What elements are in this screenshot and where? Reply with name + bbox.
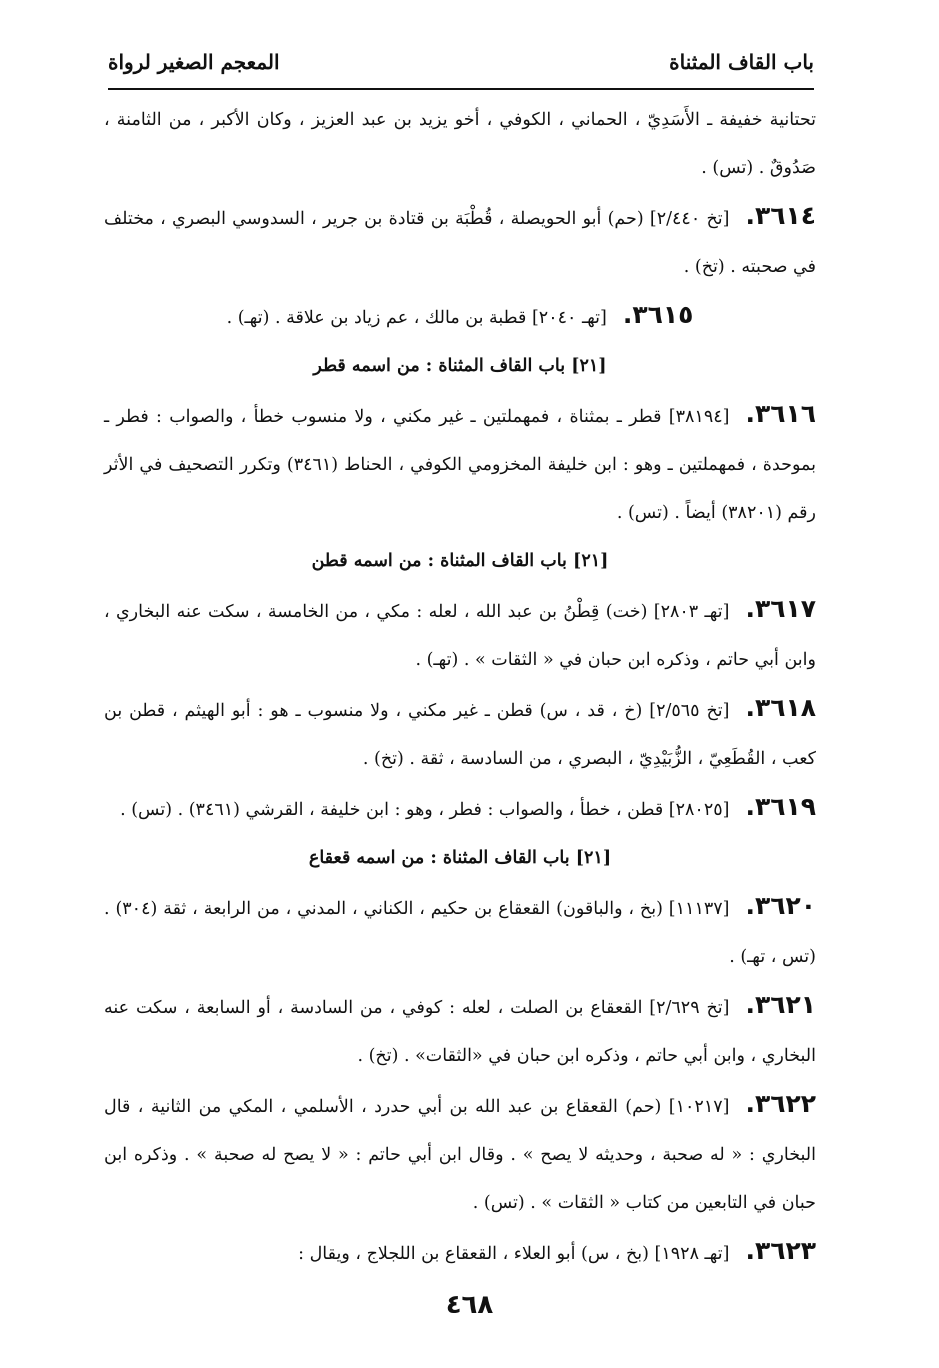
entry-text: [تخ ٢/٥٦٥] (خ ، قد ، س) قطن ـ غير مكني ، ولا منسوب ـ هو : أبو الهيثم ، قطن بن كعب ، القُطَعِيّ ، الزُّبَيْدِيّ ، البصري ، من السادسة ، ثقة . (تخ) . bbox=[104, 701, 816, 769]
entry-3619 bbox=[104, 783, 816, 834]
entry-number: ٣٦١٦. bbox=[745, 399, 816, 428]
entry-text: [١٠٢١٧] (حم) القعقاع بن عبد الله بن أبي حدرد ، الأسلمي ، المكي من الثانية ، قال البخاري : « له صحبة ، وحديثه لا يصح » . وقال ابن أبي حاتم : « لا يصح له صحبة » . وذكره ابن حبان في التابعين من كتاب « الثقات » . (تس) . bbox=[104, 1097, 816, 1213]
entry-3623 bbox=[104, 1227, 816, 1278]
entry-number: ٣٦١٧. bbox=[745, 594, 816, 623]
entry-number: ٣٦١٩. bbox=[745, 792, 816, 821]
entry-3620 bbox=[104, 882, 816, 981]
entry-text: [تخ ٢/٤٤٠] (حم) أبو الحويصلة ، قُطْبَة بن قتادة بن جرير ، السدوسي البصري ، مختلف في صحبته . (تخ) . bbox=[104, 209, 816, 277]
entry-number: ٣٦١٤. bbox=[745, 201, 816, 230]
section-heading: [٢١] باب القاف المثناة : من اسمه قعقاع bbox=[308, 848, 612, 868]
entry-number: ٣٦٢٣. bbox=[745, 1236, 816, 1265]
entry-text: [٢٨٠٢٥] قطن ، خطأ ، والصواب : فطر ، وهو : ابن خليفة ، القرشي (٣٤٦١) . (تس) . bbox=[120, 800, 730, 820]
entry-text: [تهـ ٢٠٤٠] قطبة بن مالك ، عم زياد بن علاقة . (تهـ) . bbox=[226, 308, 607, 328]
entry-text: [١١١٣٧] (بخ ، والباقون) القعقاع بن حكيم ، الكناني ، المدني ، من الرابعة ، ثقة (٣٠٤) . (تس ، تهـ) . bbox=[104, 899, 816, 967]
entry-number: ٣٦٢١. bbox=[745, 990, 816, 1019]
entry-number: ٣٦٢٢. bbox=[745, 1089, 816, 1118]
entry-continuation bbox=[104, 96, 816, 192]
entry-3622 bbox=[104, 1080, 816, 1227]
entry-3617 bbox=[104, 585, 816, 684]
entry-3618 bbox=[104, 684, 816, 783]
page-body bbox=[104, 96, 816, 1278]
header-book-title: المعجم الصغير لرواة bbox=[108, 50, 280, 74]
entry-text: [٣٨١٩٤] قطر ـ بمثناة ، فمهملتين ـ غير مكني ، ولا منسوب خطأ ، والصواب : فطر ـ بموحدة ، فمهملتين ـ وهو : ابن خليفة المخزومي الكوفي ، الحناط (٣٤٦١) وتكرر التصحيف في الأثر رقم (٣٨٢٠١) أيضاً . (تس) . bbox=[104, 407, 816, 523]
entry-text: تحتانية خفيفة ـ الأَسَدِيّ ، الحماني ، الكوفي ، أخو يزيد بن عبد العزيز ، وكان الأكبر ، من الثامنة ، صَدُوقٌ . (تس) . bbox=[104, 110, 816, 178]
running-header bbox=[108, 42, 814, 82]
entry-3616 bbox=[104, 390, 816, 537]
entry-number: ٣٦٢٠. bbox=[745, 891, 817, 920]
entry-text: [تخ ٢/٦٢٩] القعقاع بن الصلت ، لعله : كوفي ، من السادسة ، أو السابعة ، سكت عنه البخاري ، وابن أبي حاتم ، وذكره ابن حبان في «الثقات» . (تخ) . bbox=[104, 998, 816, 1066]
entry-3615 bbox=[104, 291, 816, 342]
section-heading: [٢١] باب القاف المثناة : من اسمه قطن bbox=[311, 551, 609, 571]
entry-number: ٣٦١٨. bbox=[745, 693, 817, 722]
entry-3614 bbox=[104, 192, 816, 291]
page-number: ٤٦٨ bbox=[445, 1290, 494, 1320]
header-chapter-title: باب القاف المثناة bbox=[669, 50, 814, 74]
entry-text: [تهـ ١٩٢٨] (بخ ، س) أبو العلاء ، القعقاع بن اللجلاج ، ويقال : bbox=[298, 1244, 730, 1264]
section-heading: [٢١] باب القاف المثناة : من اسمه قطر bbox=[313, 356, 607, 376]
header-divider bbox=[108, 88, 814, 90]
entry-text: [تهـ ٢٨٠٣] (خت) قِطْنُ بن عبد الله ، لعله : مكي ، من الخامسة ، سكت عنه البخاري ، وابن أبي حاتم ، وذكره ابن حبان في « الثقات » . (تهـ) . bbox=[104, 602, 816, 670]
entry-3621 bbox=[104, 981, 816, 1080]
entry-number: ٣٦١٥. bbox=[622, 300, 694, 329]
